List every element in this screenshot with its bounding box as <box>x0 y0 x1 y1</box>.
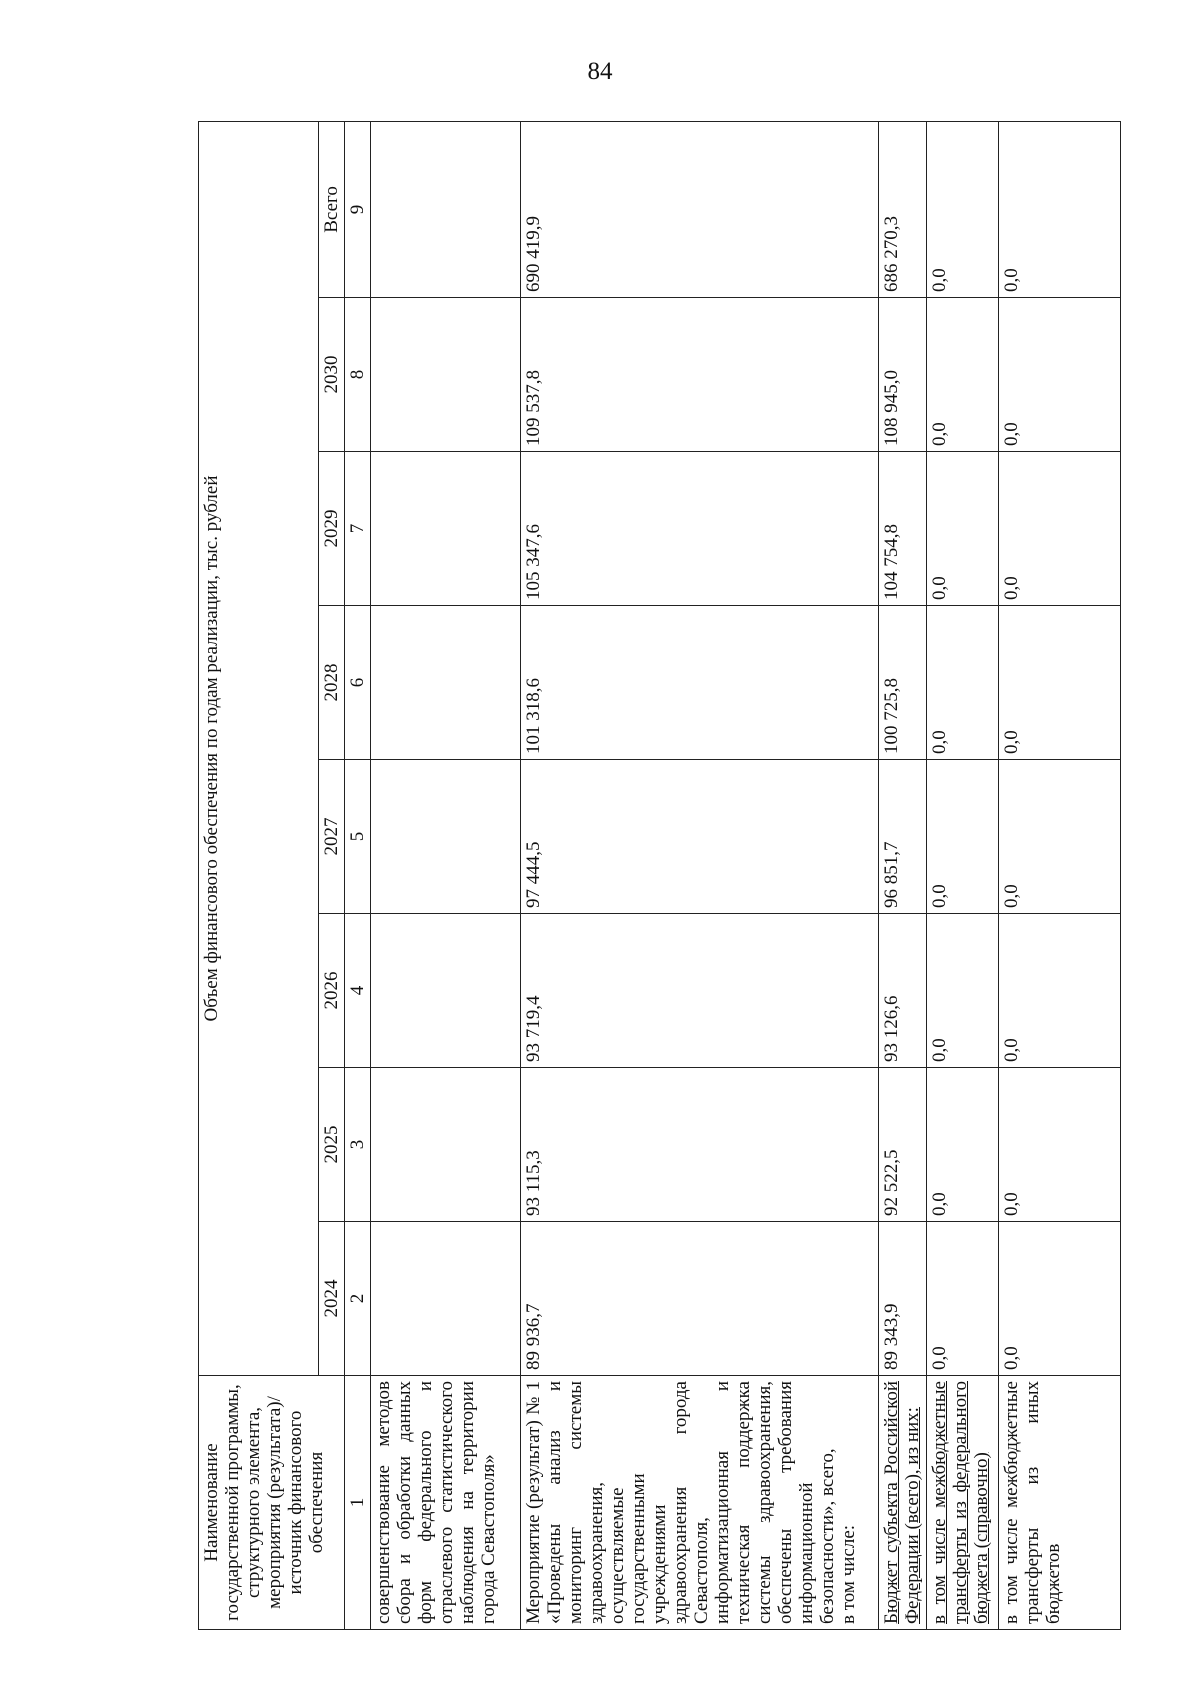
table-row <box>879 121 927 1629</box>
table-row <box>927 121 999 1629</box>
row-value: 0,0 <box>999 1068 1121 1222</box>
header-name-column: Наименование государственной программы, структурного элемента, мероприятия (результата)/источник финансового обеспечения <box>199 1376 345 1630</box>
table-row <box>371 121 521 1629</box>
header-row-group <box>199 121 319 1629</box>
row-value: 0,0 <box>927 760 999 914</box>
row-name: совершенствование методов сбора и обработки данных форм федерального и отраслевого статистического наблюдения на территории города Севастополя» <box>371 1376 521 1630</box>
row-value: 0,0 <box>927 452 999 606</box>
column-number: 8 <box>345 298 371 452</box>
row-value: 89 936,7 <box>521 1222 879 1376</box>
row-value: 0,0 <box>999 760 1121 914</box>
row-value: 0,0 <box>927 121 999 297</box>
page-number: 84 <box>587 58 613 85</box>
row-value: 92 522,5 <box>879 1068 927 1222</box>
row-value: 100 725,8 <box>879 606 927 760</box>
row-value: 0,0 <box>927 606 999 760</box>
row-value <box>371 121 521 297</box>
row-value: 0,0 <box>999 914 1121 1068</box>
row-value <box>371 452 521 606</box>
rotated-table-container <box>198 122 1116 1630</box>
row-value <box>371 298 521 452</box>
financing-table <box>198 121 1121 1630</box>
row-value: 690 419,9 <box>521 121 879 297</box>
row-value: 0,0 <box>927 1068 999 1222</box>
row-value: 89 343,9 <box>879 1222 927 1376</box>
header-year: 2027 <box>319 760 345 914</box>
row-name-text: Бюджет субъекта Российской Федерации (всего), из них: <box>881 1381 923 1624</box>
table-row <box>999 121 1121 1629</box>
row-value <box>371 1222 521 1376</box>
header-year: 2025 <box>319 1068 345 1222</box>
row-value: 0,0 <box>927 298 999 452</box>
row-value <box>371 914 521 1068</box>
row-value: 108 945,0 <box>879 298 927 452</box>
row-value: 686 270,3 <box>879 121 927 297</box>
header-year-total: Всего <box>319 121 345 297</box>
row-value: 101 318,6 <box>521 606 879 760</box>
row-value: 109 537,8 <box>521 298 879 452</box>
column-number: 4 <box>345 914 371 1068</box>
column-number: 6 <box>345 606 371 760</box>
header-row-numbers <box>345 121 371 1629</box>
header-year: 2029 <box>319 452 345 606</box>
row-value: 97 444,5 <box>521 760 879 914</box>
row-value <box>371 760 521 914</box>
row-value <box>371 606 521 760</box>
row-name <box>927 1376 999 1630</box>
column-number: 3 <box>345 1068 371 1222</box>
row-value <box>371 1068 521 1222</box>
row-name: в том числе межбюджетные трансферты из иных бюджетов <box>999 1376 1121 1630</box>
row-name-tail: в том числе: <box>838 1524 859 1624</box>
row-value: 0,0 <box>999 606 1121 760</box>
header-group-title: Объем финансового обеспечения по годам реализации, тыс. рублей <box>199 121 319 1375</box>
header-year: 2028 <box>319 606 345 760</box>
row-value: 0,0 <box>999 298 1121 452</box>
header-year: 2026 <box>319 914 345 1068</box>
row-value: 0,0 <box>999 121 1121 297</box>
row-value: 93 126,6 <box>879 914 927 1068</box>
row-value: 96 851,7 <box>879 760 927 914</box>
row-value: 0,0 <box>927 914 999 1068</box>
header-year: 2024 <box>319 1222 345 1376</box>
row-name-text: в том числе межбюджетные трансферты из федерального бюджета (справочно) <box>929 1381 992 1624</box>
table-row <box>521 121 879 1629</box>
row-value: 0,0 <box>927 1222 999 1376</box>
column-number: 1 <box>345 1376 371 1630</box>
column-number: 9 <box>345 121 371 297</box>
row-value: 93 115,3 <box>521 1068 879 1222</box>
row-value: 93 719,4 <box>521 914 879 1068</box>
column-number: 5 <box>345 760 371 914</box>
column-number: 2 <box>345 1222 371 1376</box>
row-name <box>521 1376 879 1630</box>
header-year: 2030 <box>319 298 345 452</box>
row-value: 104 754,8 <box>879 452 927 606</box>
row-value: 0,0 <box>999 452 1121 606</box>
row-name-text: Мероприятие (результат) № 1 «Проведены анализ и мониторинг системы здравоохранения, осуществляемые государственными учреждениями здравоохранения города Севастополя, информатизационная и техническая поддержка системы здравоохранения, обеспечены требования информационной безопасности», всего, <box>523 1381 838 1624</box>
row-name <box>879 1376 927 1630</box>
row-value: 0,0 <box>999 1222 1121 1376</box>
column-number: 7 <box>345 452 371 606</box>
row-value: 105 347,6 <box>521 452 879 606</box>
